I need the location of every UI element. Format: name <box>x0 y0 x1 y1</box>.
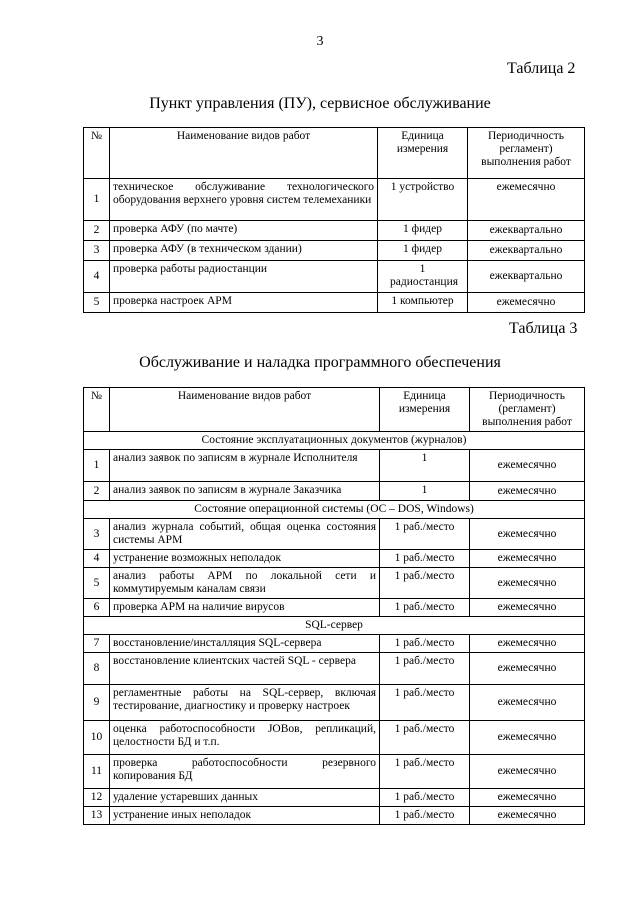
section-sql: SQL-сервер <box>84 617 585 635</box>
row-name: анализ журнала событий, общая оценка состояния системы АРМ <box>110 519 380 550</box>
table-row <box>84 221 585 241</box>
table3-label: Таблица 3 <box>509 320 578 337</box>
row-unit: 1 <box>380 482 470 501</box>
table-row <box>84 599 585 617</box>
row-unit: 1 фидер <box>378 241 468 261</box>
row-period: ежеквартально <box>468 221 585 241</box>
row-unit: 1 <box>380 450 470 482</box>
table-row <box>84 653 585 685</box>
row-num: 12 <box>84 789 110 807</box>
row-period: ежемесячно <box>470 550 585 568</box>
row-unit: 1 компьютер <box>378 293 468 313</box>
header-num: № <box>84 128 110 179</box>
table-row <box>84 568 585 599</box>
row-period: ежемесячно <box>470 482 585 501</box>
row-period: ежемесячно <box>470 519 585 550</box>
row-period: ежемесячно <box>470 789 585 807</box>
row-name: оценка работоспособности JOBов, репликаций, целостности БД и т.п. <box>110 721 380 755</box>
row-num: 8 <box>84 653 110 685</box>
header-name: Наименование видов работ <box>110 388 380 432</box>
row-unit: 1 радиостанция <box>378 261 468 293</box>
section-os: Состояние операционной системы (ОС – DOS, Windows) <box>84 501 585 519</box>
row-period: ежемесячно <box>468 179 585 221</box>
row-period: ежемесячно <box>470 450 585 482</box>
row-unit: 1 раб./место <box>380 755 470 789</box>
row-num: 1 <box>84 179 110 221</box>
row-unit: 1 раб./место <box>380 721 470 755</box>
row-name: удаление устаревших данных <box>110 789 380 807</box>
page-number: 3 <box>316 34 324 49</box>
row-unit: 1 устройство <box>378 179 468 221</box>
table2-title: Пункт управления (ПУ), сервисное обслуживание <box>149 95 491 112</box>
table2-header-row <box>84 128 585 179</box>
table-row <box>84 482 585 501</box>
section-documents: Состояние эксплуатационных документов (журналов) <box>84 432 585 450</box>
table-row <box>84 685 585 721</box>
row-name: техническое обслуживание технологического оборудования верхнего уровня систем телемеханики <box>110 179 378 221</box>
section-row <box>84 617 585 635</box>
row-period: ежемесячно <box>470 807 585 825</box>
table-row <box>84 550 585 568</box>
row-num: 3 <box>84 519 110 550</box>
row-name: проверка работы радиостанции <box>110 261 378 293</box>
row-num: 6 <box>84 599 110 617</box>
row-unit: 1 фидер <box>378 221 468 241</box>
table3-title: Обслуживание и наладка программного обеспечения <box>139 354 501 371</box>
row-period: ежеквартально <box>468 241 585 261</box>
row-num: 2 <box>84 221 110 241</box>
header-num: № <box>84 388 110 432</box>
table-row <box>84 789 585 807</box>
row-period: ежемесячно <box>470 568 585 599</box>
row-num: 7 <box>84 635 110 653</box>
table2-label: Таблица 2 <box>507 60 576 77</box>
header-unit: Единица измерения <box>378 128 468 179</box>
table-row <box>84 450 585 482</box>
table-row <box>84 807 585 825</box>
row-period: ежемесячно <box>468 293 585 313</box>
row-num: 4 <box>84 550 110 568</box>
row-unit: 1 раб./место <box>380 635 470 653</box>
row-num: 4 <box>84 261 110 293</box>
row-name: анализ работы АРМ по локальной сети и коммутируемым каналам связи <box>110 568 380 599</box>
row-num: 5 <box>84 293 110 313</box>
row-unit: 1 раб./место <box>380 685 470 721</box>
row-num: 9 <box>84 685 110 721</box>
section-row <box>84 432 585 450</box>
table-row <box>84 179 585 221</box>
row-period: ежеквартально <box>468 261 585 293</box>
row-unit: 1 раб./место <box>380 519 470 550</box>
row-unit: 1 раб./место <box>380 550 470 568</box>
row-num: 1 <box>84 450 110 482</box>
row-name: восстановление клиентских частей SQL - сервера <box>110 653 380 685</box>
row-unit: 1 раб./место <box>380 807 470 825</box>
row-period: ежемесячно <box>470 721 585 755</box>
header-period: Периодичность (регламент) выполнения работ <box>470 388 585 432</box>
table3 <box>83 387 585 825</box>
row-unit: 1 раб./место <box>380 599 470 617</box>
row-num: 10 <box>84 721 110 755</box>
row-name: проверка АФУ (в техническом здании) <box>110 241 378 261</box>
row-period: ежемесячно <box>470 685 585 721</box>
row-period: ежемесячно <box>470 653 585 685</box>
row-unit: 1 раб./место <box>380 568 470 599</box>
section-row <box>84 501 585 519</box>
table-row <box>84 241 585 261</box>
row-period: ежемесячно <box>470 599 585 617</box>
row-name: проверка АРМ на наличие вирусов <box>110 599 380 617</box>
row-name: проверка настроек АРМ <box>110 293 378 313</box>
table2 <box>83 127 585 313</box>
row-name: восстановление/инсталляция SQL-сервера <box>110 635 380 653</box>
header-name: Наименование видов работ <box>110 128 378 179</box>
row-name: регламентные работы на SQL-сервер, включая тестирование, диагностику и проверку настроек <box>110 685 380 721</box>
header-period: Периодичность регламент) выполнения работ <box>468 128 585 179</box>
table-row <box>84 755 585 789</box>
row-num: 13 <box>84 807 110 825</box>
row-name: анализ заявок по записям в журнале Исполнителя <box>110 450 380 482</box>
table-row <box>84 293 585 313</box>
row-name: устранение иных неполадок <box>110 807 380 825</box>
row-num: 11 <box>84 755 110 789</box>
row-period: ежемесячно <box>470 755 585 789</box>
row-unit: 1 раб./место <box>380 789 470 807</box>
table3-header-row <box>84 388 585 432</box>
row-num: 2 <box>84 482 110 501</box>
row-name: анализ заявок по записям в журнале Заказчика <box>110 482 380 501</box>
row-num: 5 <box>84 568 110 599</box>
table-row <box>84 519 585 550</box>
table-row <box>84 721 585 755</box>
row-unit: 1 раб./место <box>380 653 470 685</box>
table-row <box>84 635 585 653</box>
table-row <box>84 261 585 293</box>
row-period: ежемесячно <box>470 635 585 653</box>
row-name: проверка АФУ (по мачте) <box>110 221 378 241</box>
header-unit: Единица измерения <box>380 388 470 432</box>
row-name: устранение возможных неполадок <box>110 550 380 568</box>
row-num: 3 <box>84 241 110 261</box>
row-name: проверка работоспособности резервного копирования БД <box>110 755 380 789</box>
